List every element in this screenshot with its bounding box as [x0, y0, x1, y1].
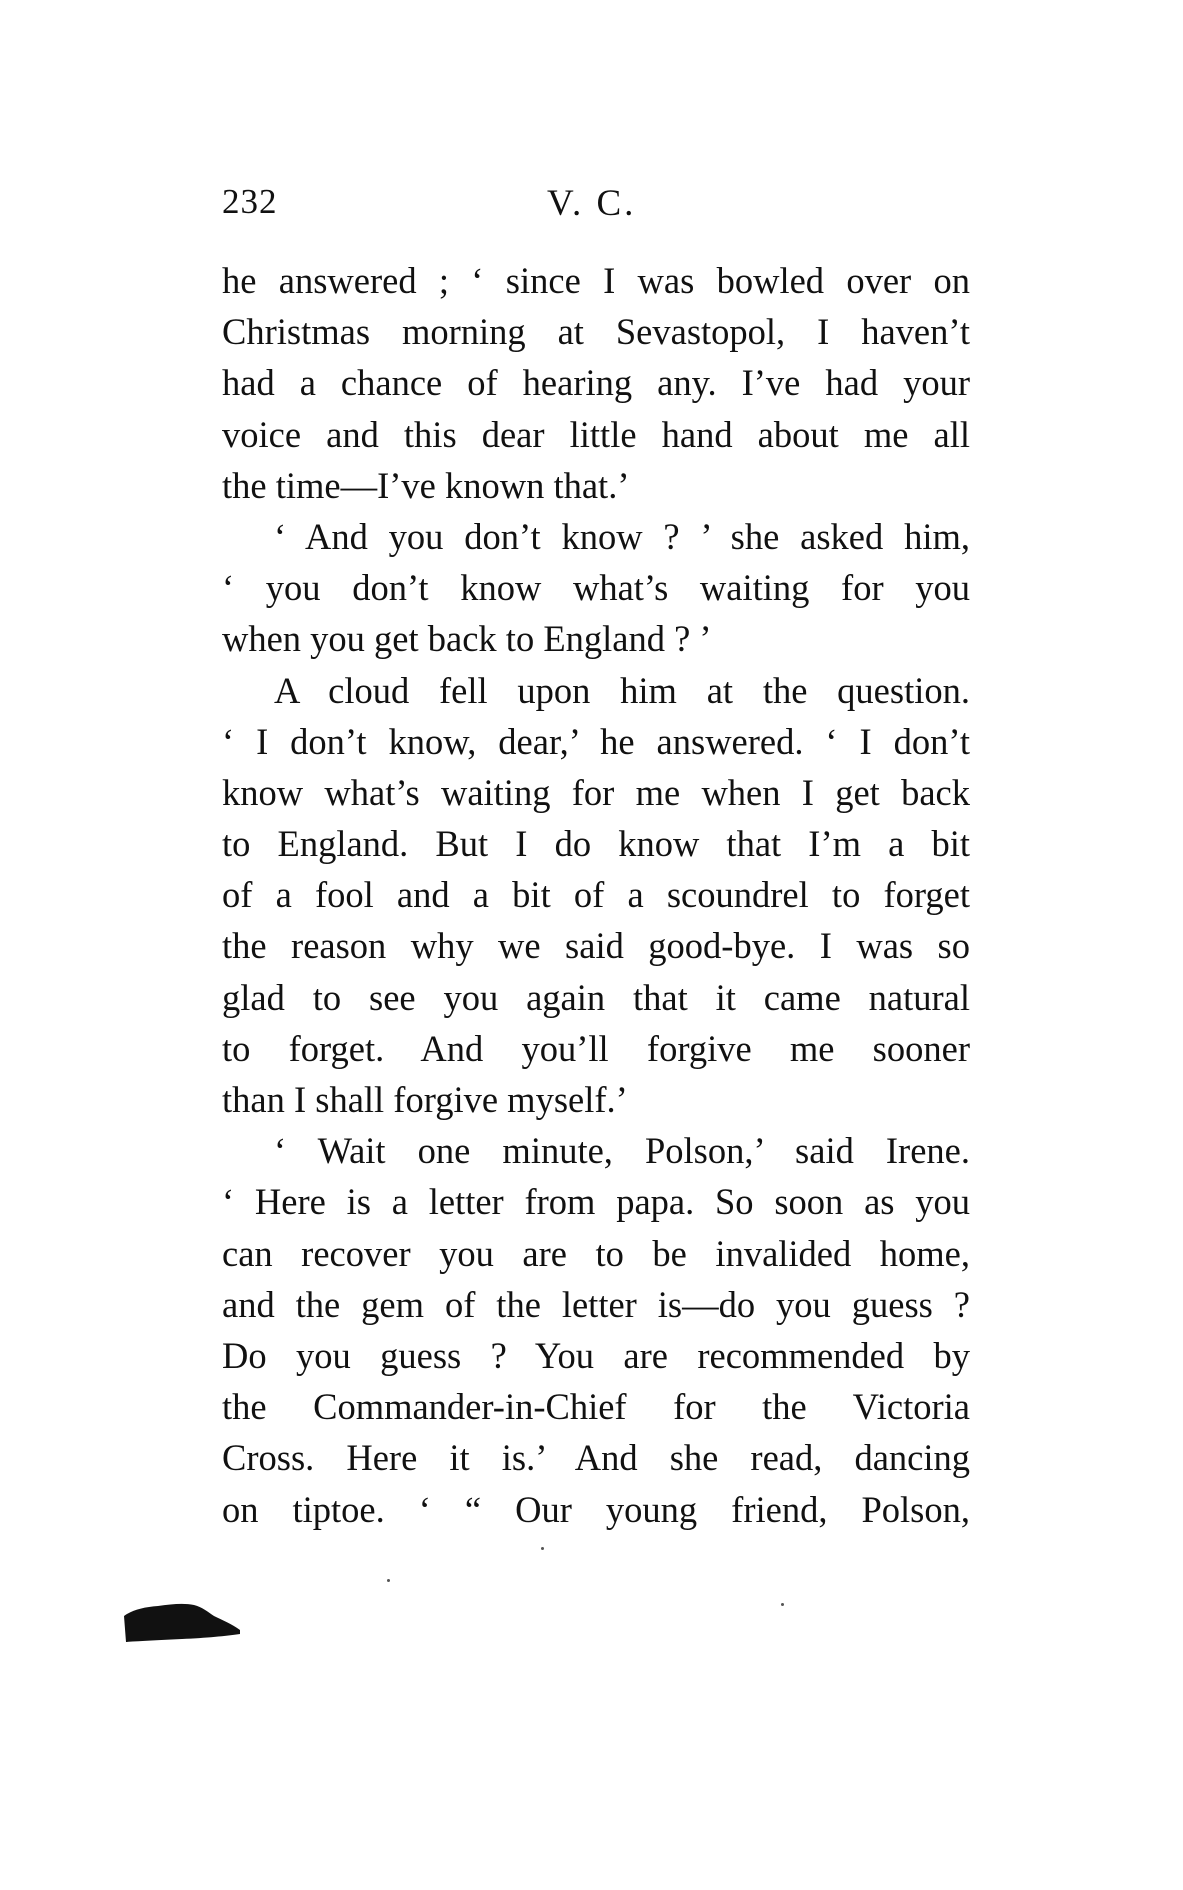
ink-speck: [387, 1579, 390, 1582]
text-line: ‘ And you don’t know ? ’ she asked him,: [274, 515, 970, 557]
page-header: [222, 182, 967, 232]
text-line: ‘ I don’t know, dear,’ he answered. ‘ I don’t: [222, 720, 970, 762]
text-line: than I shall forgive myself.’: [222, 1079, 628, 1120]
text-line: ‘ Here is a letter from papa. So soon as you: [222, 1181, 970, 1223]
text-line: ‘ Wait one minute, Polson,’ said Irene.: [274, 1130, 970, 1172]
text-line: on tiptoe. ‘ “ Our young friend, Polson,: [222, 1488, 970, 1530]
text-line: glad to see you again that it came natural: [222, 976, 970, 1018]
text-line: ‘ you don’t know what’s waiting for you: [222, 567, 970, 609]
text-line: to forget. And you’ll forgive me sooner: [222, 1027, 970, 1069]
text-line: can recover you are to be invalided home,: [222, 1232, 970, 1274]
text-line: the Commander-in-Chief for the Victoria: [222, 1386, 970, 1428]
page-number: 232: [222, 182, 278, 221]
text-line: know what’s waiting for me when I get back: [222, 771, 970, 813]
text-line: to England. But I do know that I’m a bit: [222, 823, 970, 865]
running-head: V. C.: [547, 183, 637, 224]
text-line: Do you guess ? You are recommended by: [222, 1334, 970, 1376]
text-line: when you get back to England ? ’: [222, 618, 712, 660]
text-line: of a fool and a bit of a scoundrel to forget: [222, 874, 970, 916]
text-line: A cloud fell upon him at the question.: [274, 669, 970, 711]
text-line: he answered ; ‘ since I was bowled over on: [222, 260, 970, 301]
text-line: the time—I’ve known that.’: [222, 464, 630, 506]
body-text: [222, 255, 970, 1535]
text-line: and the gem of the letter is—do you guess ?: [222, 1283, 970, 1325]
text-line: voice and this dear little hand about me all: [222, 413, 970, 455]
text-line: the reason why we said good-bye. I was so: [222, 925, 970, 967]
ink-speck: [781, 1603, 784, 1606]
text-line: Cross. Here it is.’ And she read, dancing: [222, 1437, 970, 1479]
ink-speck: [541, 1547, 544, 1550]
text-line: had a chance of hearing any. I’ve had your: [222, 362, 970, 404]
ink-blot: [122, 1594, 242, 1646]
text-line: Christmas morning at Sevastopol, I haven’t: [222, 311, 970, 353]
